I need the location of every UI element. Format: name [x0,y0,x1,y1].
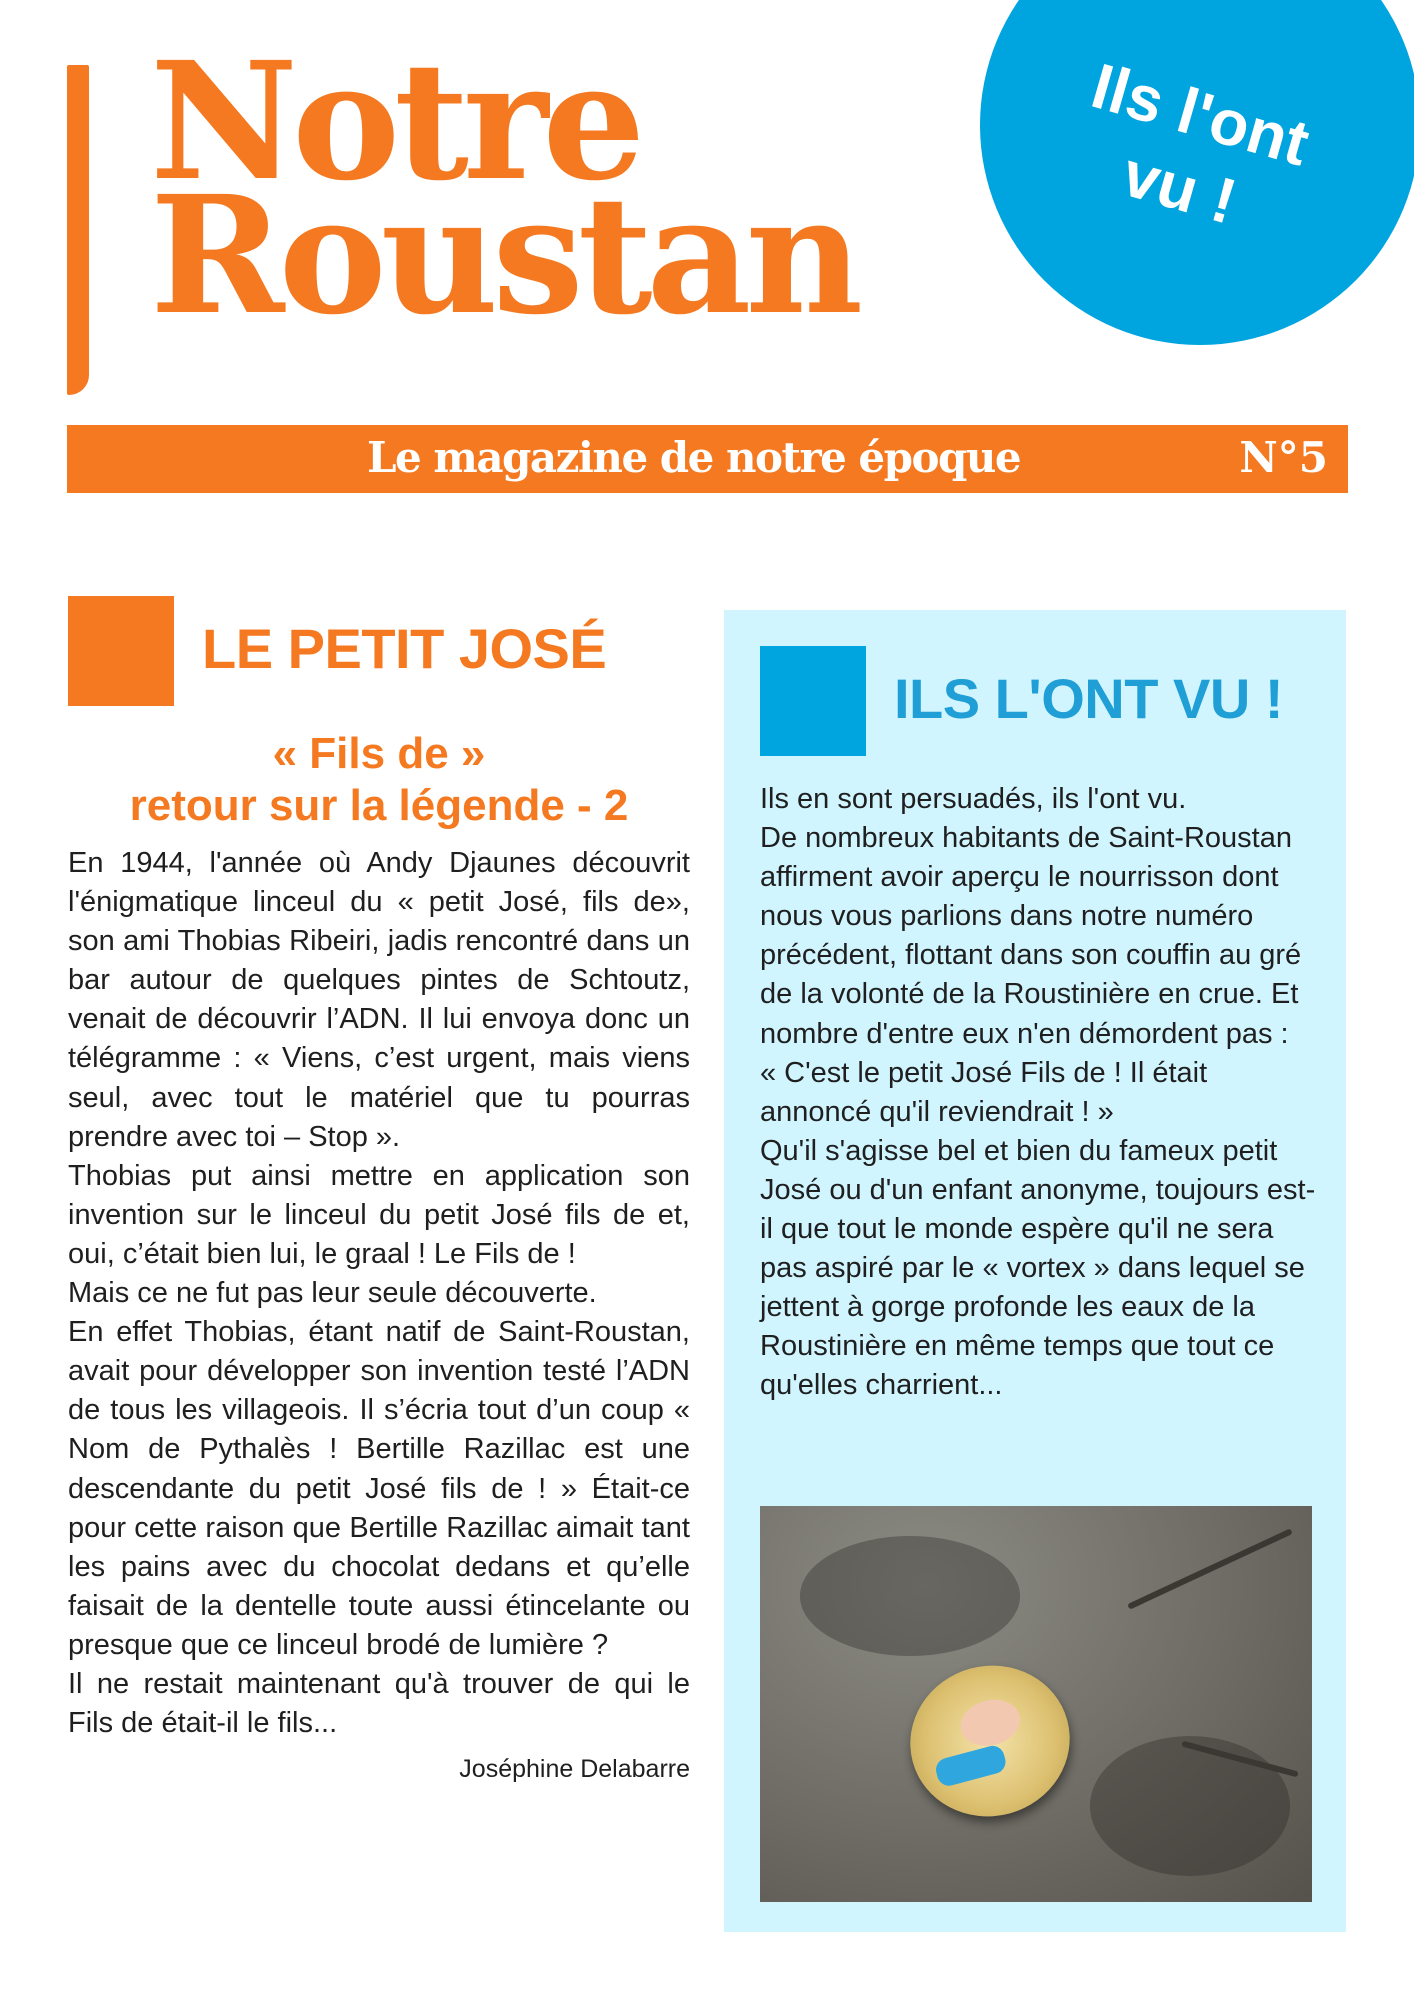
right-paragraph: Ils en sont persuadés, ils l'ont vu. [760,783,1187,815]
right-article-body [760,780,1320,1406]
left-paragraph: Thobias put ainsi mettre en application son invention sur le linceul du petit José fils de et, oui, c’était bien lui, le graal ! Le Fils de ! [68,1159,690,1270]
masthead-bar [67,65,89,395]
article-subtitle-line-2: retour sur la légende - 2 [129,781,629,830]
masthead-title [150,27,858,351]
left-paragraph: En effet Thobias, étant natif de Saint-Roustan, avait pour développer son invention testé l’ADN de tous les villageois. Il s’écria tout d’un coup « Nom de Pythalès ! Bertille Razillac est une descendante du petit José fils de ! » Était-ce pour cette raison que Bertille Razillac aimait tant les pains avec du chocolat dedans et qu’elle faisait de la dentelle toute aussi étincelante ou presque que ce linceul brodé de lumière ? [68,1316,690,1661]
left-article [68,596,690,1784]
right-article [760,646,1320,1406]
right-paragraph: « C'est le petit José Fils de ! Il était annoncé qu'il reviendrait ! » [760,1056,1208,1128]
left-section-title: LE PETIT JOSÉ [202,617,607,680]
badge-circle [980,0,1414,345]
left-paragraph: Mais ce ne fut pas leur seule découverte. [68,1277,597,1310]
badge-text: Ils l'ont vu ! [1084,49,1317,238]
byline: Joséphine Delabarre [459,1755,690,1784]
baby-figure [955,1693,1025,1752]
blue-square [760,646,866,756]
left-article-body [68,844,690,1743]
masthead-line-1: Notre [150,27,640,217]
puddle-shape [800,1536,1020,1656]
issue-number: N°5 [1239,433,1328,482]
magazine-tagline: Le magazine de notre époque [367,433,1021,482]
twig-shape [1127,1528,1293,1610]
cradle-photo [760,1506,1312,1902]
subtitle-band [67,425,1348,493]
article-subtitle [68,728,690,832]
left-section-header [68,596,690,706]
right-paragraph: De nombreux habitants de Saint-Roustan affirment avoir aperçu le nourrisson dont nous vous parlions dans notre numéro précédent, flottant dans son couffin au gré de la volonté de la Roustinière en crue. Et nombre d'entre eux n'en démordent pas : [760,822,1302,1050]
cradle-figure [893,1648,1086,1834]
article-subtitle-line-1: « Fils de » [272,729,486,778]
left-paragraph: En 1944, l'année où Andy Djaunes découvrit l'énigmatique linceul du « petit José, fils de», son ami Thobias Ribeiri, jadis rencontré dans un bar autour de quelques pintes de Schtoutz, venait de découvrir l’ADN. Il lui envoya donc un télégramme : « Viens, c’est urgent, mais viens seul, avec tout le matériel que tu pourras prendre avec toi – Stop ». [68,847,690,1153]
right-article-panel [724,610,1346,1932]
masthead-line-2: Roustan [150,161,858,351]
blue-cloth [933,1743,1008,1788]
right-paragraph: Qu'il s'agisse bel et bien du fameux petit José ou d'un enfant anonyme, toujours est-il que tout le monde espère qu'il ne sera pas aspiré par le « vortex » dans lequel se jettent à gorge profonde les eaux de la Roustinière en même temps que tout ce qu'elles charrient... [760,1134,1316,1402]
right-section-header [760,646,1320,756]
right-section-title: ILS L'ONT VU ! [894,667,1283,730]
orange-square [68,596,174,706]
left-paragraph: Il ne restait maintenant qu'à trouver de qui le Fils de était-il le fils... [68,1667,690,1740]
puddle-shape [1090,1736,1290,1876]
